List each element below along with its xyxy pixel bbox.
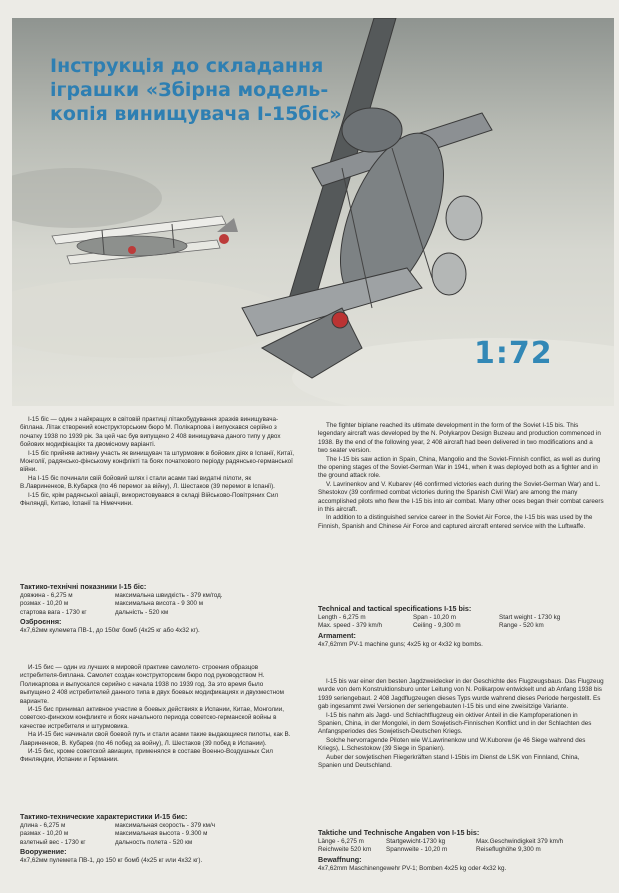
armament-title: Armament: [318, 630, 356, 640]
paragraph: In addition to a distinguished service career in the Soviet Air Force, the I-15 bis was used by the Finnish, Spanish and Chinese Air Force and captured aircraft entered service with the Luftwaffe. [318, 514, 593, 530]
spec-row [318, 838, 604, 846]
spec-value: размах - 10,20 м [20, 830, 69, 838]
spec-value: розмах - 10,20 м [20, 600, 69, 608]
paragraph: Auber der sowjetischen Fliegerkräften stand I-15bis im Dienst de LSK von Finnland, China, Spanien und Deutschland. [318, 753, 580, 770]
spec-row [20, 592, 294, 600]
spec-value: дальность полета - 520 км [115, 838, 193, 846]
spec-row [318, 614, 604, 622]
armament-text: 4x7,62мм кулемета ПВ-1, до 150кг бомб (4x25 кг або 4x32 кг). [20, 627, 200, 635]
spec-title: Тактико-технічні показники І-15 біс: [20, 582, 147, 591]
german-specs [318, 828, 604, 873]
ukrainian-text [20, 416, 294, 508]
russian-text [20, 664, 294, 765]
spec-value: максимальная скорость - 379 км/ч [115, 822, 216, 829]
spec-value: Start weight - 1730 kg [499, 614, 561, 621]
spec-value: Max. speed - 379 km/h [318, 622, 383, 630]
scale-label: 1:72 [474, 336, 553, 371]
ukrainian-specs [20, 582, 294, 636]
spec-value: максимальная высота - 9.300 м [115, 830, 208, 838]
hero-title-line: Інструкція до складання [50, 55, 324, 77]
spec-value: дальність - 520 км [115, 608, 169, 616]
spec-value: Reiseflughöhe 9,300 m [476, 846, 541, 854]
spec-row [20, 839, 294, 847]
spec-value: длина - 6,275 м [20, 822, 66, 829]
paragraph: На І-15 біс починали свій бойовий шлях і стали асами такі видатні пілоти, як В.Лавриненков, В.Кубарєв (по 46 перемог за війну), Л. Шестаков (39 перемог в Іспанії). [20, 474, 275, 491]
hero-title [50, 54, 350, 126]
spec-title: Taktiche und Technische Angaben von I-15 bis: [318, 828, 480, 837]
spec-value: Spannweite - 10,20 m [386, 846, 448, 854]
spec-title: Technical and tactical specifications I-15 bis: [318, 604, 472, 613]
paragraph: І-15 біс — один з найкращих в світовій практиці літакобудування зразків винищувача-біплана. Літак створений конструкторським бюро М. Полікарпова і випускався серійно з початку 1938 по 1939 рік. За цей час був випущено 2 408 винищувача даного типу у двох бойових модифікаціях та двомісному варіанті. [20, 416, 281, 449]
spec-value: максимальна швидкість - 379 км/год. [115, 592, 223, 599]
german-text [318, 678, 604, 770]
spec-value: Ceiling - 9,300 m [413, 622, 461, 630]
armament-title: Озброєння: [20, 617, 62, 627]
paragraph: І-15 біс, крім радянської авіації, використовувався в складі Військово-Повітряних Сил Фінляндії, Китаю, Іспанії та Німеччини. [20, 491, 279, 508]
spec-value: стартова вага - 1730 кг [20, 608, 87, 616]
paragraph: The fighter biplane reached its ultimate development in the form of the Soviet I-15 bis. This legendary aircraft was developed by the N. Polykarpov Design Buzeau and production commenced in 1938. By the end of the following year, 2 408 aircraft had been delivered in two modifications and a two seater version. [318, 422, 601, 455]
spec-value: Startgewicht-1730 kg [386, 838, 446, 845]
english-text [318, 422, 604, 531]
paragraph: И-15 бис принимал активное участие в боевых действиях в Испании, Китае, Монголии, советско-финском конфликте и боях начального периода советско-германской войны в качестве истребителя и штурмовика. [20, 706, 284, 730]
spec-row [20, 609, 294, 617]
paragraph: І-15 біс прийняв активну участь як винищувач та штурмовик в бойових діях в Іспанії, Китаї, Монголії, радянсько-фінському конфлікті та боях початкового періоду радянсько-германської війни. [20, 449, 294, 474]
spec-value: Länge - 6,275 m [318, 838, 364, 845]
hero-title-line: іграшки «Збірна модель- [50, 79, 329, 101]
spec-value: Max.Geschwindigkeit 379 km/h [476, 838, 564, 845]
armament-text: 4x7,62mm Maschinengewehr PV-1; Bomben 4x25 kg oder 4x32 kg. [318, 864, 507, 872]
spec-value: Range - 520 km [499, 622, 544, 630]
paragraph: На И-15 бис начинали свой боевой путь и стали асами такие выдающиеся пилоты, как В. Лавриненков, В. Кубарев (по 46 побед за войну), Л. Шестаков (39 побед в Испании). [20, 731, 291, 747]
spec-row [20, 822, 294, 830]
spec-value: довжина - 6,275 м [20, 592, 73, 599]
armament-text: 4x7,62мм пулемета ПВ-1, до 150 кг бомб (4x25 кг или 4x32 кг). [20, 857, 203, 865]
paragraph: I-15 bis nahm als Jagd- und Schlachtflugzeug ein oktiver Anteil in die Kampfoperationen in Spanien, China, in der Mongolei, in dem Sowjetisch-Finnischen Konflict und in der Schlachten des Anfangsperiodes des Sowjetisch-Deutschen Kriegs. [318, 711, 592, 736]
spec-value: Length - 6,275 m [318, 614, 366, 621]
spec-value: максимальна висота - 9 300 м [115, 600, 204, 608]
spec-value: Span - 10,20 m [413, 614, 457, 621]
english-specs [318, 604, 604, 649]
russian-specs [20, 812, 294, 866]
paragraph: Solche hervorragende Piloten wie W.Lawrinenkow und W.Kuborew (je 46 Siege wahrend des Kriegs), L.Schestokow (39 Siege in Spanien). [318, 736, 586, 753]
spec-row [20, 600, 294, 608]
spec-row [318, 846, 604, 854]
spec-title: Тактико-технические характеристики И-15 бис: [20, 812, 188, 821]
spec-row [318, 622, 604, 630]
hero-title-line: копія винищувача І-15біс» [50, 103, 342, 125]
paragraph: И-15 бис — один из лучших в мировой практике самолето- строения образцов истребителя-биплана. Самолет создан конструкторским бюро под руководством Н. Поликарпова и выпускался серийно с начала 1938 по 1939 год. За это время было выпущено 2 408 истребителей данного типа в двух боевых модификациях и двухместном варианте. [20, 664, 284, 705]
hero-illustration [12, 18, 614, 406]
paragraph: И-15 бис, кроме советской авиации, применялся в составе Военно-Воздушных Сил Финляндии, Испании и Германии. [20, 748, 273, 764]
spec-value: взлетный вес - 1730 кг [20, 838, 86, 846]
armament-text: 4x7,62mm PV-1 machine guns; 4x25 kg or 4x32 kg bombs. [318, 640, 483, 648]
paragraph: V. Lavrinenkov and V. Kubarev (46 confirmed victories each during the Soviet-German War) and L. Shestokov (39 confirmed combat victories during the Spanish Civil War) are among the many accomplished pilots who flew the I-15 bis into air combat. Many other oces began their combat careers in this aircraft. [318, 480, 604, 514]
paragraph: The I-15 bis saw action in Spain, China, Mangolio and the Soviet-Finnish conflict, as well as during the opening stages of the Soviet-German War in 1941, when it was deployed both as a fighter and in the ground attack role. [318, 455, 601, 480]
armament-title: Bewaffnung: [318, 854, 362, 864]
spec-row [20, 830, 294, 838]
paragraph: I-15 bis war einer den besten Jagdzweidecker in der Geschichte des Flugzeugsbaus. Das Flugzeug wurde von dem Konstruktionsburo unter Leitung von N. Polikarpow entwickelt und ab Anfang 1938 bis 1939 seriengebaut. 2 408 Jagdflugzeugen dieses Typs wurde wahrend dieses Periode hergestellt. Es gab ingesammt zwei Versionen der seriengebauten I-15 bis und eine zweisitzige Variante. [318, 678, 604, 711]
armament-title: Вооружение: [20, 847, 67, 857]
spec-value: Reichweite 520 km [318, 846, 372, 854]
